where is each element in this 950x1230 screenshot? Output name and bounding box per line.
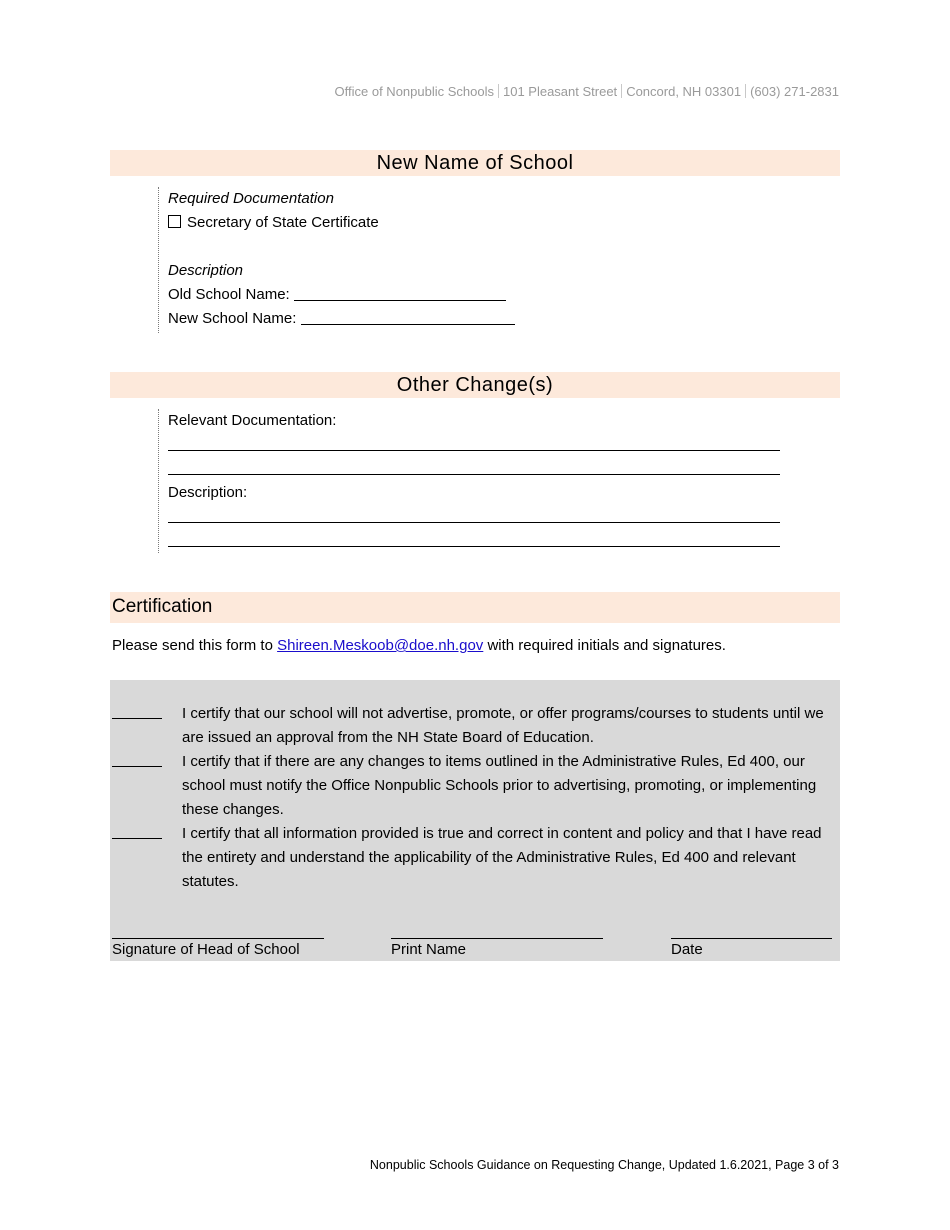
header-divider xyxy=(498,84,499,98)
other-changes-block xyxy=(158,409,780,553)
new-school-name-row xyxy=(168,307,515,331)
section-certification-header xyxy=(110,592,840,623)
checkbox-icon[interactable] xyxy=(168,215,181,228)
new-school-name-label: New School Name: xyxy=(168,310,297,327)
date-block xyxy=(671,930,832,961)
relevant-documentation-line-2[interactable] xyxy=(168,457,780,481)
date-field[interactable] xyxy=(671,930,832,939)
certification-text-1: I certify that our school will not advertise, promote, or offer programs/courses to students until we are issued an approval from the NH State Board of Education. xyxy=(182,705,824,746)
section-other-changes-header xyxy=(110,372,840,398)
page-header xyxy=(335,84,839,99)
header-city: Concord, NH 03301 xyxy=(626,84,742,99)
other-description-line-1[interactable] xyxy=(168,505,780,529)
date-label: Date xyxy=(671,941,703,958)
other-description-label: Description: xyxy=(168,484,248,501)
old-school-name-field[interactable] xyxy=(294,284,506,301)
initials-field-3[interactable] xyxy=(112,838,162,839)
print-name-label: Print Name xyxy=(391,941,467,958)
print-name-field[interactable] xyxy=(391,930,603,939)
old-school-name-label: Old School Name: xyxy=(168,286,290,303)
certification-text-2: I certify that if there are any changes to items outlined in the Administrative Rules, Ed 400, our school must notify the Office Nonpublic Schools prior to advertising, promoting, or implementing these changes. xyxy=(182,753,817,818)
signature-block xyxy=(112,930,324,961)
section-new-name-header xyxy=(110,150,840,176)
required-documentation-label: Required Documentation xyxy=(168,190,334,207)
section-certification-title: Certification xyxy=(112,596,213,617)
section-new-name-title: New Name of School xyxy=(376,152,574,174)
send-prefix: Please send this form to xyxy=(112,637,273,654)
email-link[interactable]: Shireen.Meskoob@doe.nh.gov xyxy=(277,637,484,654)
section-other-changes-title: Other Change(s) xyxy=(396,374,554,396)
signature-label: Signature of Head of School xyxy=(112,941,300,958)
relevant-documentation-line-1[interactable] xyxy=(168,433,780,457)
signature-field[interactable] xyxy=(112,930,324,939)
new-name-block xyxy=(158,187,515,333)
header-divider xyxy=(745,84,746,98)
header-street: 101 Pleasant Street xyxy=(502,84,618,99)
secretary-of-state-label: Secretary of State Certificate xyxy=(187,214,379,231)
header-divider xyxy=(621,84,622,98)
spacer xyxy=(168,235,515,259)
print-name-block xyxy=(391,930,603,961)
certification-box xyxy=(110,680,840,961)
initials-field-1[interactable] xyxy=(112,718,162,719)
other-description-line-2[interactable] xyxy=(168,529,780,553)
initials-field-2[interactable] xyxy=(112,766,162,767)
send-instructions xyxy=(112,637,726,654)
page-footer: Nonpublic Schools Guidance on Requesting Change, Updated 1.6.2021, Page 3 of 3 xyxy=(369,1158,839,1172)
header-phone: (603) 271-2831 xyxy=(750,84,839,99)
description-label: Description xyxy=(168,262,244,279)
certification-text-3: I certify that all information provided is true and correct in content and policy and that I have read the entirety and understand the applicability of the Administrative Rules, Ed 400 and relevant statutes. xyxy=(182,825,822,890)
send-suffix: with required initials and signatures. xyxy=(487,637,726,654)
secretary-of-state-checkbox-row[interactable] xyxy=(168,211,515,235)
relevant-documentation-label: Relevant Documentation: xyxy=(168,412,337,429)
new-school-name-field[interactable] xyxy=(301,308,515,325)
old-school-name-row xyxy=(168,283,515,307)
header-office: Office of Nonpublic Schools xyxy=(334,84,494,99)
